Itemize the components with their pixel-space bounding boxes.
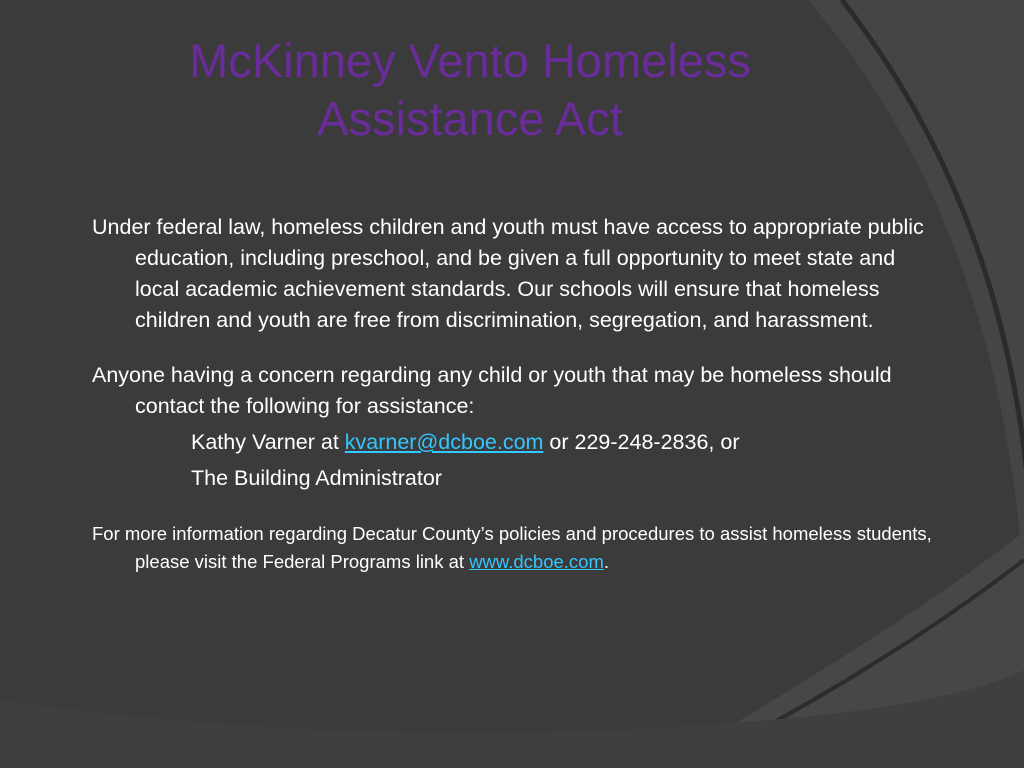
website-link[interactable]: www.dcboe.com	[469, 551, 604, 572]
more-info-period: .	[603, 551, 610, 572]
title-line-1: McKinney Vento Homeless	[189, 34, 751, 87]
slide-title	[60, 32, 880, 148]
paragraph-contact-intro: Anyone having a concern regarding any child or youth that may be homeless should contact the following for assistance:	[92, 363, 892, 418]
contact-kathy-varner	[92, 424, 942, 460]
slide-body	[92, 212, 942, 576]
paragraph-more-information	[92, 520, 942, 576]
email-link[interactable]: kvarner@dcboe.com	[344, 430, 544, 454]
contact-suffix: or 229-248-2836, or	[543, 430, 740, 454]
paragraph-federal-law: Under federal law, homeless children and youth must have access to appropriate public education, including preschool, and be given a full opportunity to meet state and local academic achievement standards. Our schools will ensure that homeless children and youth are free from discrimination, segregation, and harassment.	[92, 215, 924, 332]
more-info-text: For more information regarding Decatur County’s policies and procedures to assist homeless students, please visit the Federal Programs link at	[92, 523, 932, 572]
contact-prefix: Kathy Varner at	[191, 430, 345, 454]
title-line-2: Assistance Act	[317, 92, 623, 145]
contact-building-administrator: The Building Administrator	[191, 466, 442, 490]
